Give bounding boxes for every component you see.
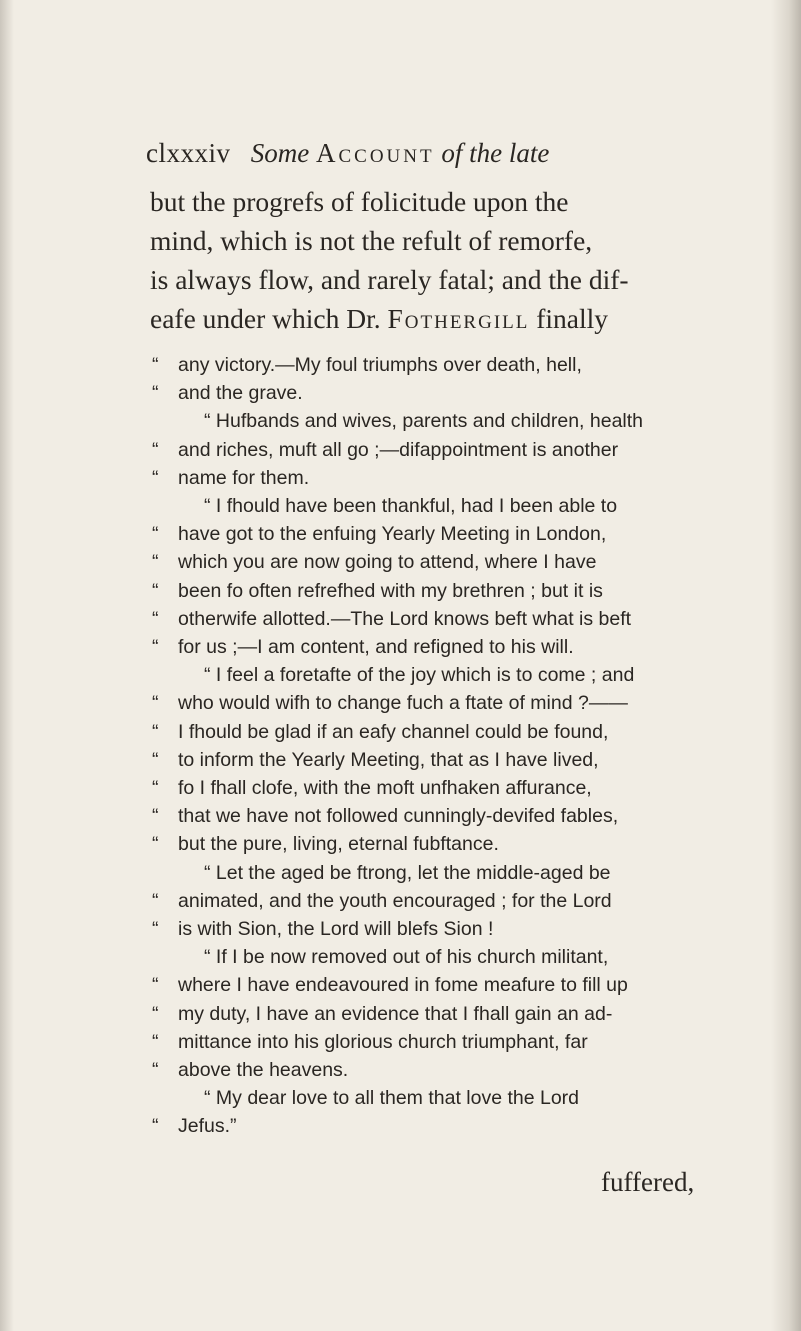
quote-mark: “ xyxy=(152,1059,159,1082)
quote-mark: “ xyxy=(152,805,159,828)
quote-line xyxy=(152,436,727,464)
quote-mark: “ xyxy=(152,438,159,461)
quote-mark: “ xyxy=(152,523,159,546)
quote-line-text: name for them. xyxy=(178,466,310,489)
quote-line-text: any victory.—My foul triumphs over death, hell, xyxy=(178,354,582,376)
quote-line xyxy=(152,971,727,999)
quote-line xyxy=(152,548,727,576)
quote-mark: “ xyxy=(152,974,159,997)
intro-line: mind, which is not the refult of remorfe, xyxy=(150,225,593,256)
quote-line xyxy=(152,887,727,915)
quote-line xyxy=(152,1056,727,1084)
quote-line-text: who would wifh to change fuch a ftate of mind ?—— xyxy=(178,692,628,715)
quote-line-text: is with Sion, the Lord will blefs Sion ! xyxy=(178,918,494,941)
quote-line xyxy=(152,492,727,520)
quote-line xyxy=(152,605,727,633)
quote-line xyxy=(152,1084,727,1112)
intro-last-after: finally xyxy=(536,303,609,334)
name-fothergill: Fothergill xyxy=(387,303,530,334)
quote-line-text: “ My dear love to all them that love the Lord xyxy=(204,1087,580,1110)
quote-line-text: which you are now going to attend, where I have xyxy=(178,551,597,574)
running-header xyxy=(146,138,706,169)
quote-line-text: otherwife allotted.—The Lord knows beft what is beft xyxy=(178,607,632,630)
quote-line xyxy=(152,633,727,661)
header-title-some: Some xyxy=(250,138,310,168)
page-edge-shadow xyxy=(771,0,801,1331)
quote-mark: “ xyxy=(152,692,159,715)
quote-mark: “ xyxy=(152,382,159,405)
quote-line-text: I fhould be glad if an eafy channel could be found, xyxy=(178,720,609,743)
quote-line-text: mittance into his glorious church triumphant, far xyxy=(178,1030,588,1053)
quote-mark: “ xyxy=(152,889,159,912)
header-title-the-late: the late xyxy=(469,138,550,168)
quote-mark: “ xyxy=(152,777,159,800)
quote-line-text: been fo often refrefhed with my brethren ; but it is xyxy=(178,579,603,602)
intro-paragraph xyxy=(150,182,710,338)
intro-line: but the progrefs of folicitude upon the xyxy=(150,186,569,217)
quote-mark: “ xyxy=(152,720,159,743)
quote-mark: “ xyxy=(152,466,159,489)
quote-mark: “ xyxy=(152,579,159,602)
quote-line xyxy=(152,379,727,407)
quote-line xyxy=(152,464,727,492)
quote-line xyxy=(152,746,727,774)
quote-line xyxy=(152,915,727,943)
page-number: clxxxiv xyxy=(146,138,231,168)
quote-mark: “ xyxy=(152,918,159,941)
quote-line-text: Jefus.” xyxy=(178,1115,237,1138)
quote-line-text: that we have not followed cunningly-devifed fables, xyxy=(178,805,619,828)
quote-line xyxy=(152,802,727,830)
quote-line-text: “ Hufbands and wives, parents and children, health xyxy=(204,410,644,433)
quote-line-text: where I have endeavoured in fome meafure to fill up xyxy=(178,974,628,997)
quote-line xyxy=(152,830,727,858)
intro-line: is always flow, and rarely fatal; and the dif- xyxy=(150,264,629,295)
quote-line xyxy=(152,718,727,746)
quote-mark: “ xyxy=(152,636,159,659)
quote-line-text: “ Let the aged be ftrong, let the middle-aged be xyxy=(204,861,611,884)
quote-mark: “ xyxy=(152,833,159,856)
quote-line xyxy=(152,859,727,887)
intro-line-last xyxy=(150,299,710,338)
page-gutter-shadow xyxy=(0,0,14,1331)
quote-line xyxy=(152,520,727,548)
quote-line xyxy=(152,1028,727,1056)
quoted-speech xyxy=(152,351,727,1141)
quote-mark: “ xyxy=(152,607,159,630)
intro-last-before: eafe under which Dr. xyxy=(150,303,381,334)
quote-line-text: for us ;—I am content, and refigned to his will. xyxy=(178,636,574,659)
quote-mark: “ xyxy=(152,1002,159,1025)
quote-line-text: “ If I be now removed out of his church militant, xyxy=(204,946,609,969)
quote-line xyxy=(152,689,727,717)
quote-line xyxy=(152,943,727,971)
quote-line-text: have got to the enfuing Yearly Meeting in London, xyxy=(178,523,607,546)
header-title-of: of xyxy=(441,138,463,168)
quote-mark: “ xyxy=(152,1115,159,1138)
quote-line xyxy=(152,1112,727,1140)
catchword: fuffered, xyxy=(601,1167,695,1197)
quote-line-text: “ I feel a foretafte of the joy which is to come ; and xyxy=(204,664,635,687)
quote-line-text: animated, and the youth encouraged ; for the Lord xyxy=(178,889,612,912)
header-title-account: Account xyxy=(315,138,435,168)
quote-line-text: to inform the Yearly Meeting, that as I have lived, xyxy=(178,748,599,771)
quote-line xyxy=(152,661,727,689)
quote-line-text: but the pure, living, eternal fubftance. xyxy=(178,833,499,856)
quote-line xyxy=(152,577,727,605)
quote-line xyxy=(152,774,727,802)
quote-mark: “ xyxy=(152,1030,159,1053)
quote-line-text: fo I fhall clofe, with the moft unfhaken affurance, xyxy=(178,777,592,800)
quote-mark: “ xyxy=(152,551,159,574)
quote-line xyxy=(152,1000,727,1028)
quote-mark: “ xyxy=(152,354,159,376)
quote-line-text: above the heavens. xyxy=(178,1059,349,1082)
quote-mark: “ xyxy=(152,748,159,771)
quote-line-text: and the grave. xyxy=(178,382,303,405)
quote-line xyxy=(152,407,727,435)
quote-line-text: “ I fhould have been thankful, had I been able to xyxy=(204,495,618,518)
quote-line xyxy=(152,351,727,379)
quote-line-text: and riches, muft all go ;—difappointment is another xyxy=(178,438,619,461)
quote-line-text: my duty, I have an evidence that I fhall gain an ad- xyxy=(178,1002,613,1025)
